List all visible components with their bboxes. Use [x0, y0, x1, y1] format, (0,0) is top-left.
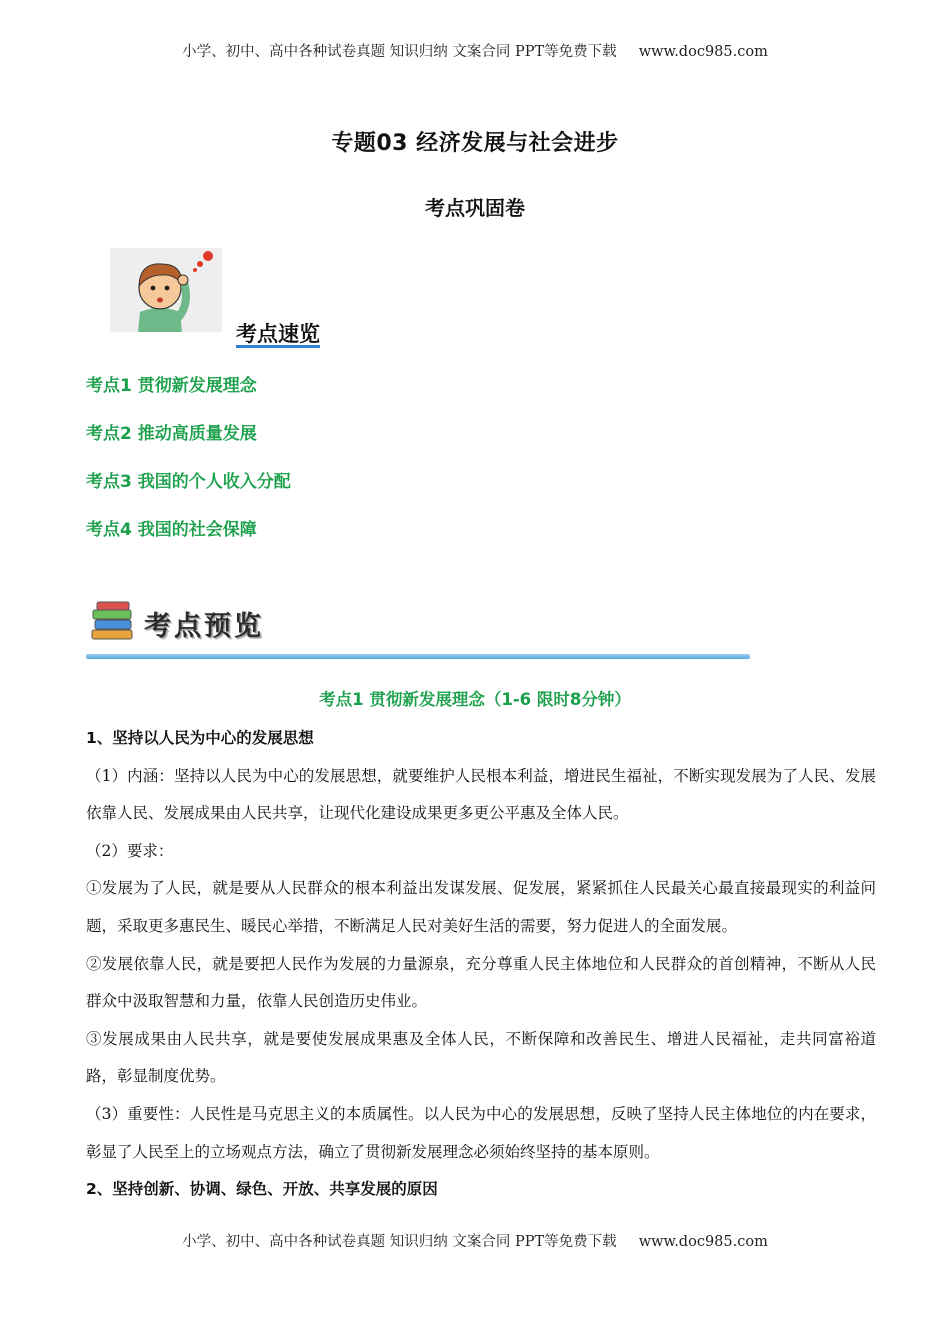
overview-heading: 考点速览: [236, 322, 320, 346]
content-heading: 1、坚持以人民为中心的发展思想: [86, 729, 314, 747]
footer-text: 小学、初中、高中各种试卷真题 知识归纳 文案合同 PPT等免费下载: [182, 1234, 617, 1250]
overview-item: 考点1 贯彻新发展理念: [86, 376, 257, 396]
thinking-boy-illustration: [110, 248, 222, 332]
overview-item: 考点4 我国的社会保障: [86, 520, 257, 540]
page-subtitle: 考点巩固卷: [425, 196, 525, 220]
content-paragraph: （2）要求：: [86, 841, 174, 860]
content-paragraph: （1）内涵：坚持以人民为中心的发展思想，就要维护人民根本利益，增进民生福祉，不断实现发展为了人民、发展依靠人民、发展成果由人民共享，让现代化建设成果更多更公平惠及全体人民。: [86, 766, 876, 823]
banner-divider: [86, 654, 750, 659]
footer-url[interactable]: www.doc985.com: [638, 1234, 768, 1250]
content-paragraph: ②发展依靠人民，就是要把人民作为发展的力量源泉，充分尊重人民主体地位和人民群众的首创精神，不断从人民群众中汲取智慧和力量，依靠人民创造历史伟业。: [86, 954, 876, 1011]
content-heading: 2、坚持创新、协调、绿色、开放、共享发展的原因: [86, 1180, 438, 1199]
header-url[interactable]: www.doc985.com: [638, 44, 768, 60]
page-header: [0, 40, 950, 61]
content-paragraph: ①发展为了人民，就是要从人民群众的根本利益出发谋发展、促发展，紧紧抓住人民最关心最直接最现实的利益问题，采取更多惠民生、暖民心举措，不断满足人民对美好生活的需要，努力促进人的全面发展。: [86, 879, 876, 935]
preview-banner: [86, 598, 750, 662]
overview-list: [86, 372, 291, 564]
section-title: 考点1 贯彻新发展理念（1-6 限时8分钟）: [319, 690, 631, 709]
page-footer: [0, 1230, 950, 1251]
content-paragraph: （3）重要性：人民性是马克思主义的本质属性。以人民为中心的发展思想，反映了坚持人民主体地位的内在要求，彰显了人民至上的立场观点方法，确立了贯彻新发展理念必须始终坚持的基本原则。: [86, 1104, 876, 1161]
books-icon: [90, 600, 136, 642]
section-content: [86, 720, 876, 1209]
overview-item: 考点2 推动高质量发展: [86, 424, 257, 444]
page-title: 专题03 经济发展与社会进步: [331, 131, 619, 156]
content-paragraph: ③发展成果由人民共享，就是要使发展成果惠及全体人民，不断保障和改善民生、增进人民福祉，走共同富裕道路，彰显制度优势。: [86, 1029, 876, 1086]
preview-banner-label: 考点预览: [144, 611, 264, 642]
overview-item: 考点3 我国的个人收入分配: [86, 472, 291, 492]
header-text: 小学、初中、高中各种试卷真题 知识归纳 文案合同 PPT等免费下载: [182, 44, 617, 60]
